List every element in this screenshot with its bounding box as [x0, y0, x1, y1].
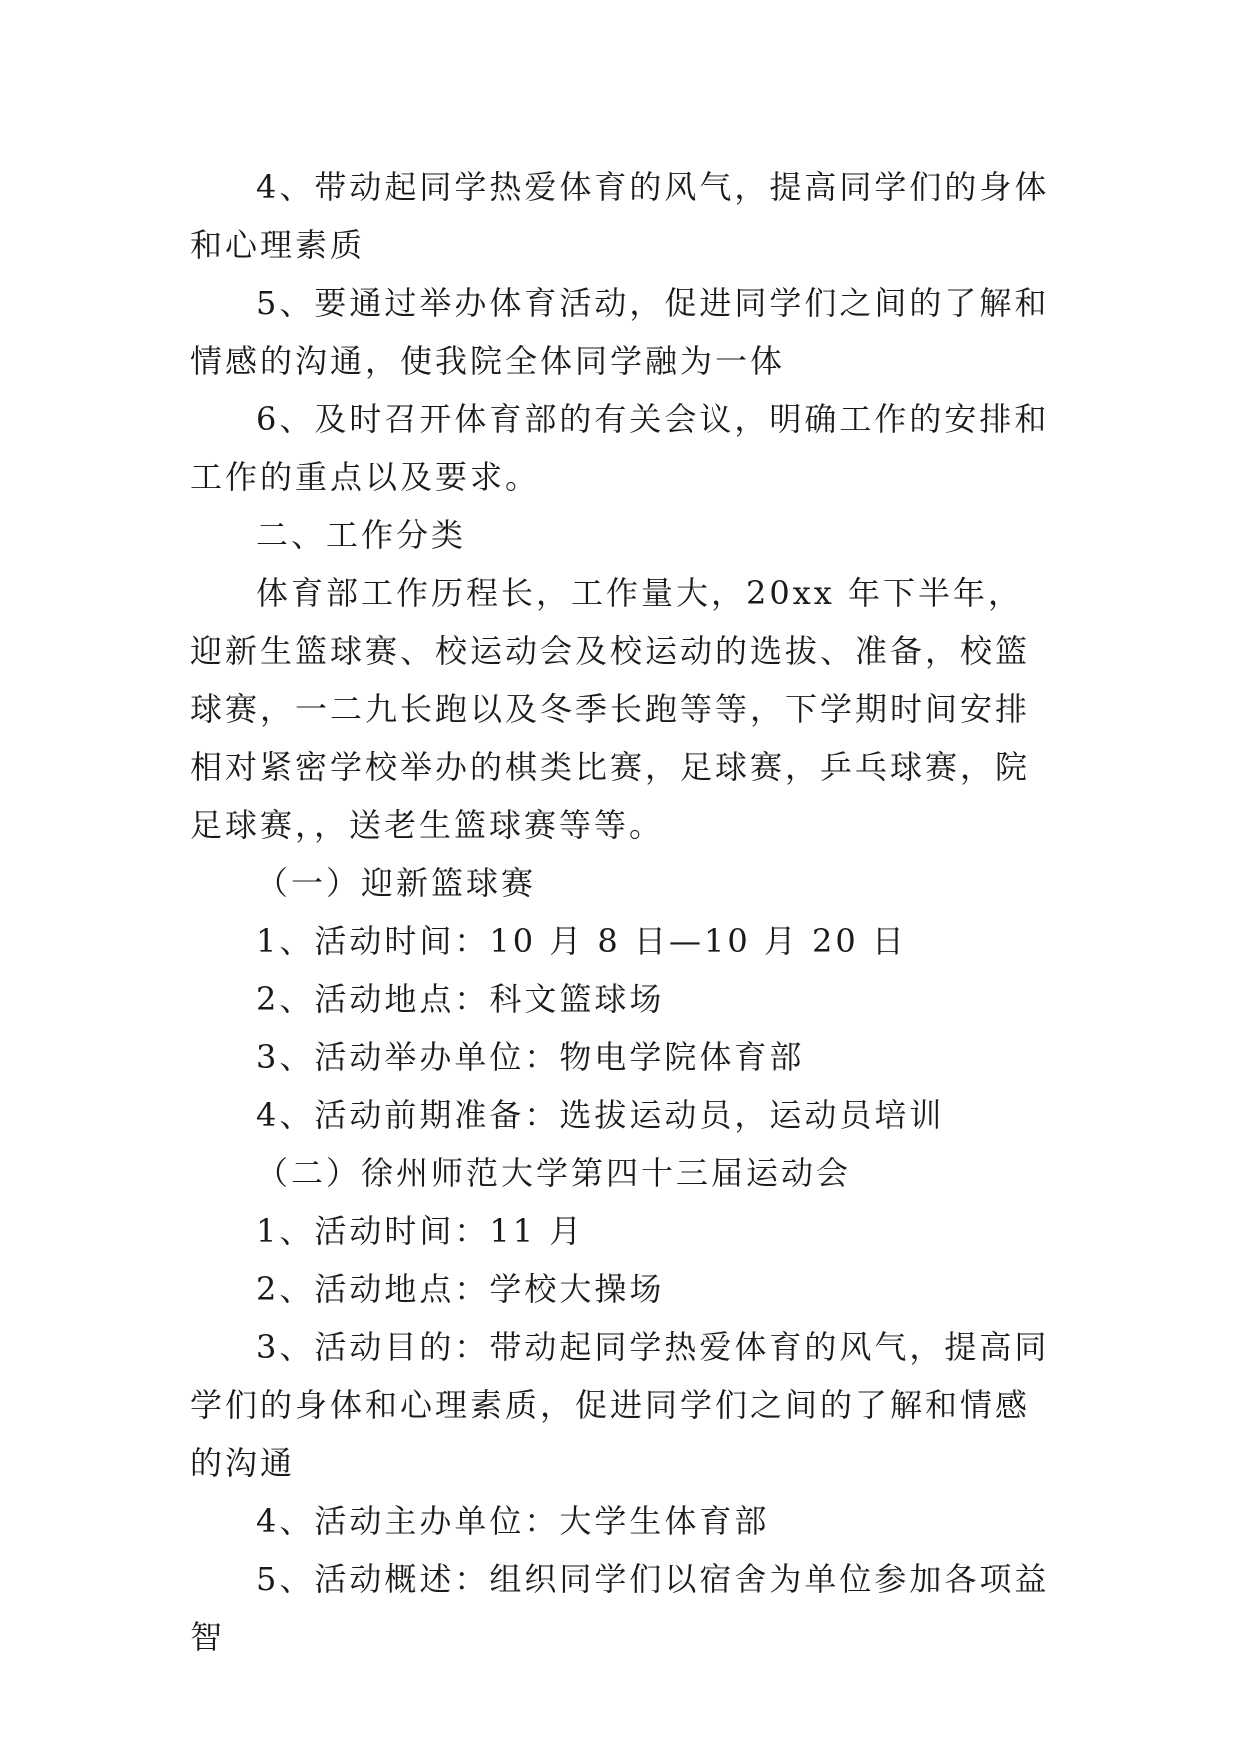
activity-overview: 5、活动概述：组织同学们以宿舍为单位参加各项益智 [190, 1560, 1050, 1656]
subsection-heading-freshman-basketball: （一）迎新篮球赛 [256, 864, 537, 902]
activity-host: 4、活动主办单位：大学生体育部 [256, 1502, 770, 1540]
list-item-4: 4、带动起同学热爱体育的风气，提高同学们的身体和心理素质 [190, 168, 1050, 264]
activity-preparation: 4、活动前期准备：选拔运动员，运动员培训 [256, 1096, 945, 1134]
activity-purpose: 3、活动目的：带动起同学热爱体育的风气，提高同学们的身体和心理素质，促进同学们之间的了解和情感的沟通 [190, 1328, 1050, 1482]
list-item-5: 5、要通过举办体育活动，促进同学们之间的了解和情感的沟通，使我院全体同学融为一体 [190, 284, 1050, 380]
document-body [190, 158, 1050, 1666]
body-paragraph: 体育部工作历程长，工作量大，20xx 年下半年，迎新生篮球赛、校运动会及校运动的选拔、准备，校篮球赛，一二九长跑以及冬季长跑等等，下学期时间安排相对紧密学校举办的棋类比赛，足球赛，乒乓球赛，院足球赛，，送老生篮球赛等等。 [190, 574, 1031, 844]
activity-location: 2、活动地点：科文篮球场 [256, 980, 665, 1018]
subsection-heading-sports-meet: （二）徐州师范大学第四十三届运动会 [256, 1154, 852, 1192]
activity-organizer: 3、活动举办单位：物电学院体育部 [256, 1038, 805, 1076]
activity-time: 1、活动时间：11 月 [256, 1212, 585, 1250]
activity-time: 1、活动时间：10 月 8 日—10 月 20 日 [256, 922, 907, 960]
section-heading-work-categories: 二、工作分类 [256, 516, 467, 554]
list-item-6: 6、及时召开体育部的有关会议，明确工作的安排和工作的重点以及要求。 [190, 400, 1050, 496]
activity-location: 2、活动地点：学校大操场 [256, 1270, 665, 1308]
